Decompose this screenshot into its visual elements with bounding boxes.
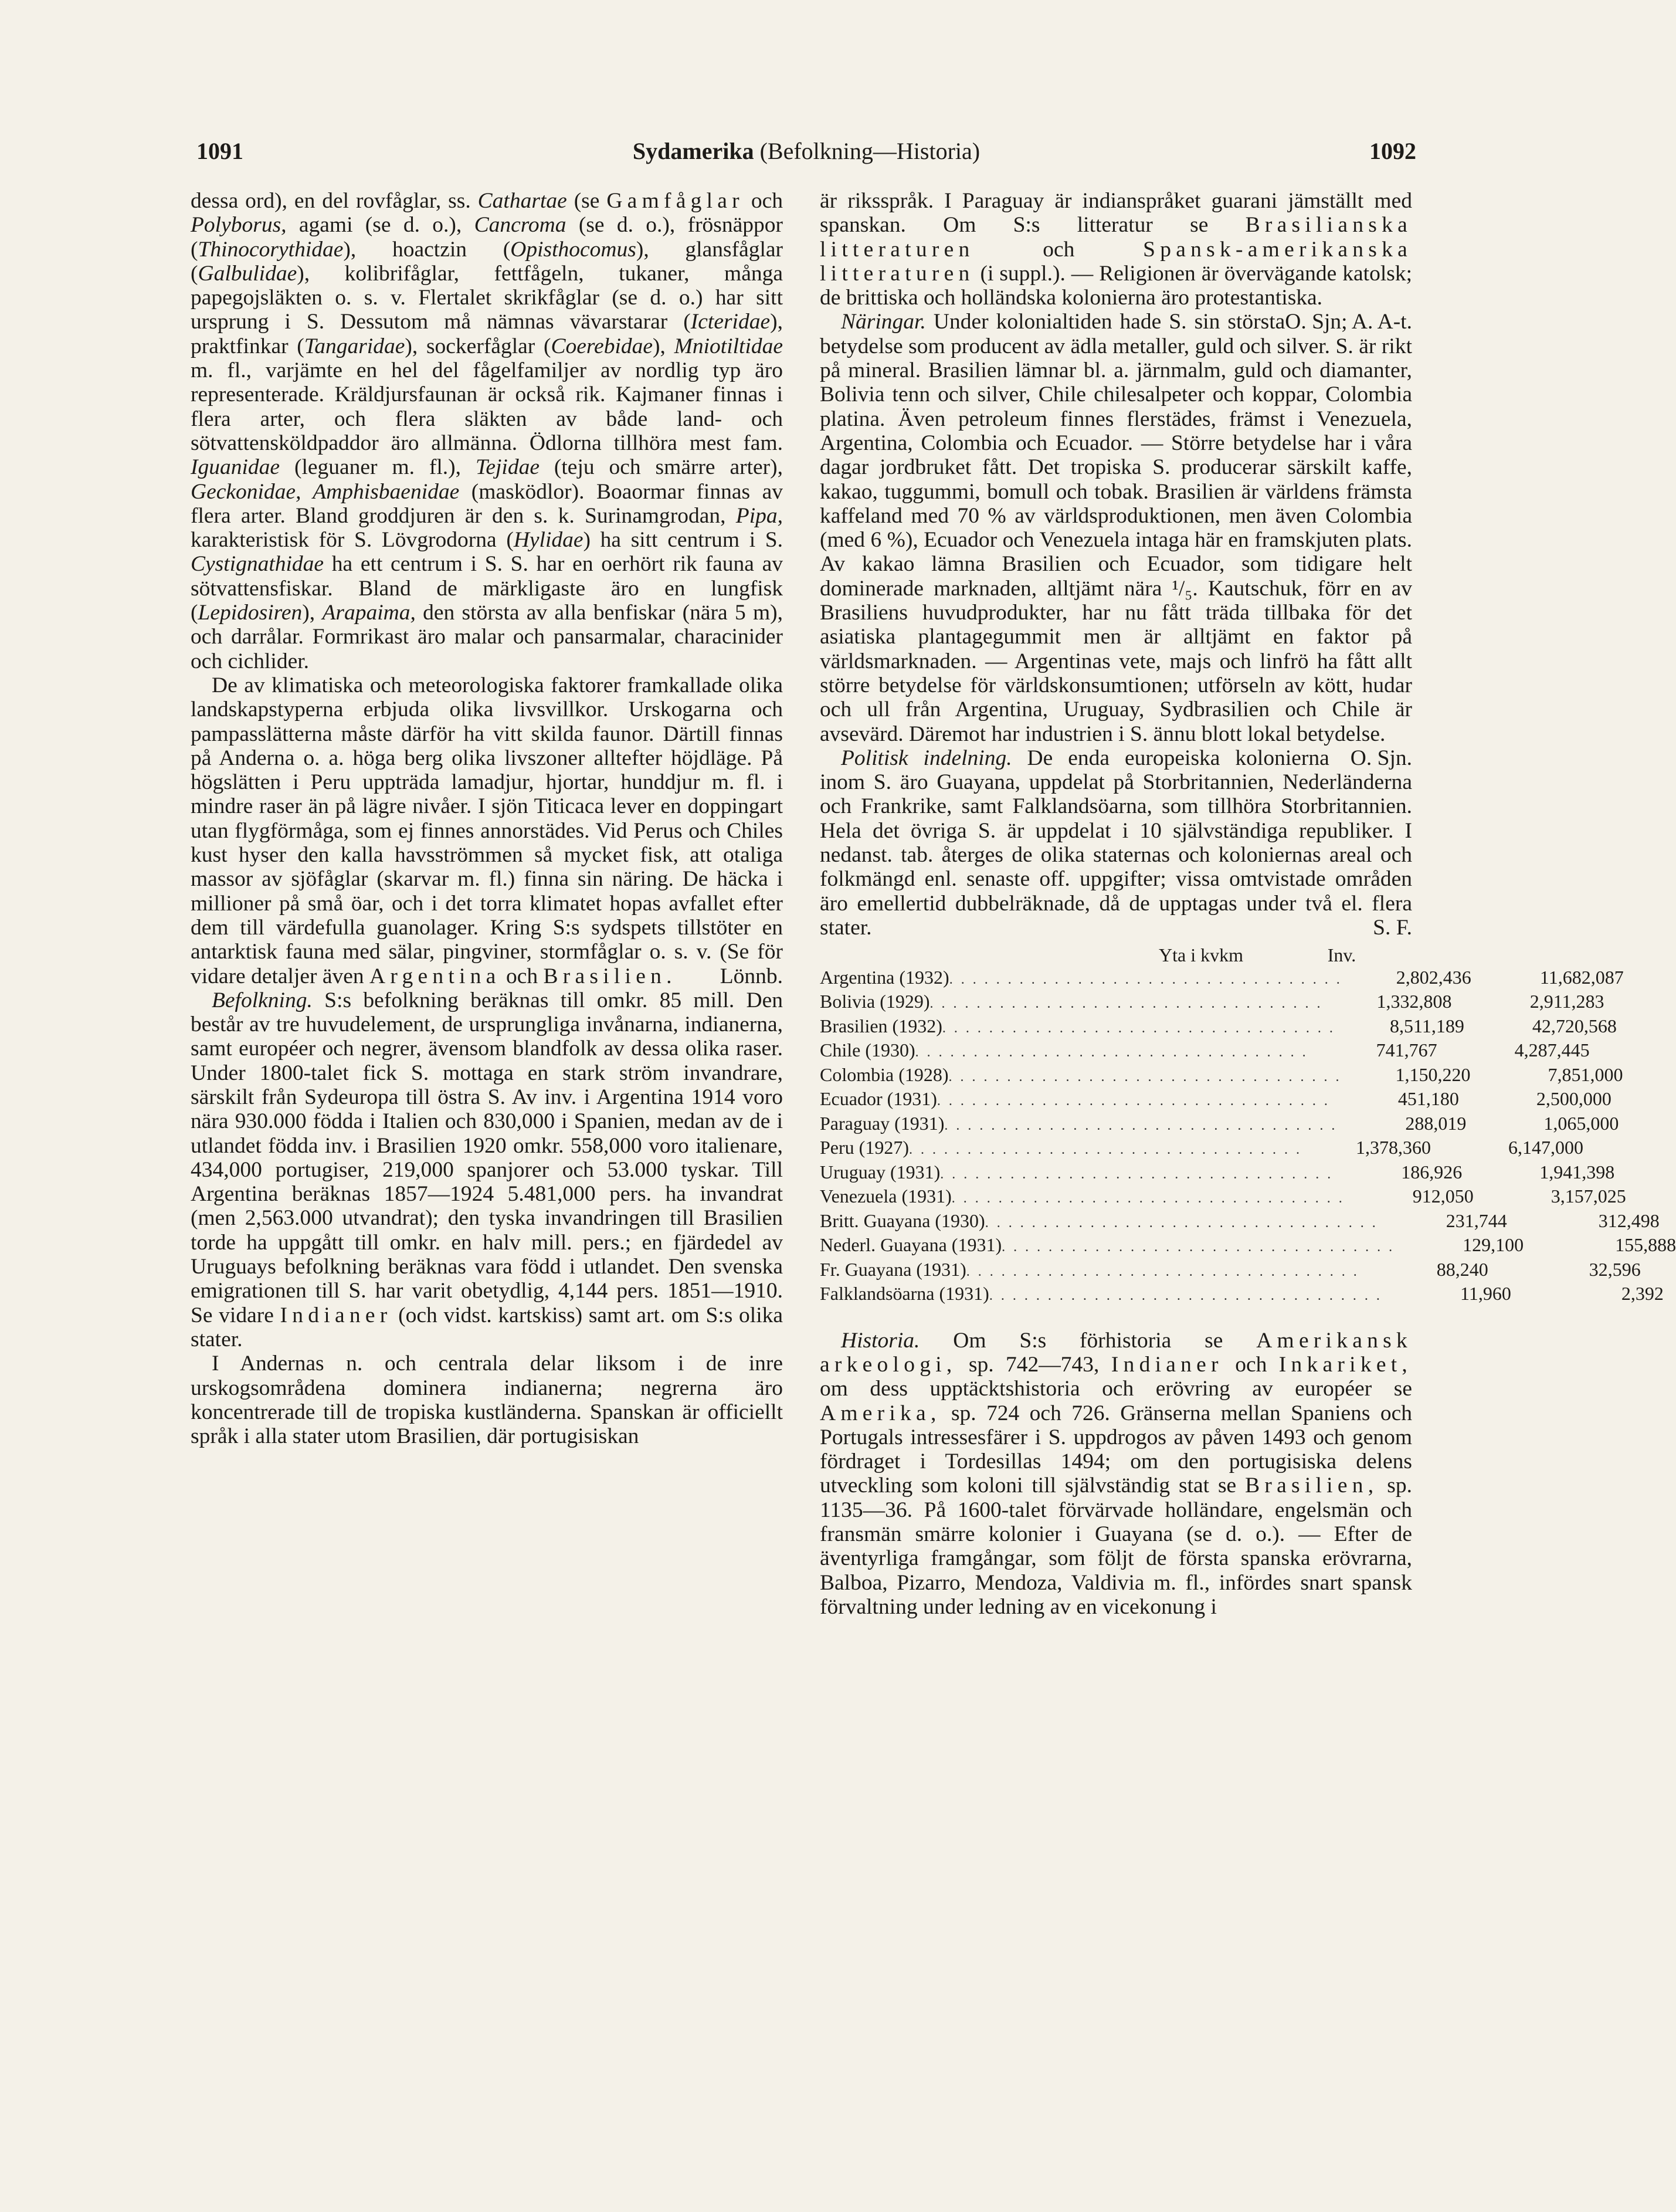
- italic-text: Iguanidae: [191, 455, 280, 480]
- table-row: [820, 1234, 1676, 1259]
- text-run: ), hoactzin (: [343, 237, 511, 262]
- italic-text: Arapaima,: [322, 601, 416, 625]
- italic-text: Befolkning.: [212, 988, 313, 1012]
- text-run: Inkariket,: [1278, 1353, 1413, 1377]
- text-run: sp. 724 och 726. Gränserna mellan Spaniens och Portugals intressesfärer i S. uppdrogos av påven 1493 och genom fördraget i Tordesillas 1494; om den portugisiska delens utveckling som koloni till självständig stat se: [820, 1401, 1412, 1498]
- text-run: Gamfåglar: [606, 189, 744, 213]
- table-row: [820, 1015, 1617, 1040]
- table-row: [820, 1063, 1623, 1089]
- text-run: De av klimatiska och meteorologiska faktorer framkallade olika landskapstyperna erbjuda olika livsvillkor. Urskogarna och pampasslätterna måste därför ha vitt skilda faunor. Därtill finnas på Anderna o. a. höga berg olika livszoner alltefter höjdläge. På högslätten i Peru uppträda lamadjur, hjortar, hunddjur m. fl. i mindre raser än på lägre nivåer. I sjön Titicaca lever en doppingart utan flygförmåga, som ej finnes annorstädes. Vid Perus och Chiles kust hyser den kalla havsströmmen så mycket fisk, att otaliga massor av sjöfåglar (skarvar m. fl.) finna sin näring. De häcka i millioner på små öar, och i det torra klimatet hopas avfallet efter dem till värdefulla guanolager. Kring S:s sydspets tillstöter en antarktisk fauna med sälar, pingviner, stormfåglar o. s. v. (Se för vidare detaljer även: [191, 673, 783, 988]
- italic-text: Thinocorythidae: [198, 237, 344, 262]
- text-run: ), praktfinkar (: [191, 310, 783, 358]
- area-cell: 2,802,436: [1396, 966, 1471, 988]
- text-run: ), glansfåglar (: [191, 237, 783, 286]
- italic-text: Pipa,: [735, 503, 783, 528]
- population-cell: 32,596: [1589, 1258, 1641, 1280]
- italic-text: Mniotiltidae: [674, 334, 783, 358]
- text-run: Amerika,: [820, 1401, 941, 1425]
- population-cell: 1,941,398: [1539, 1161, 1615, 1183]
- population-cell: 2,500,000: [1536, 1088, 1611, 1110]
- text-run: (se: [574, 189, 600, 213]
- text-run: (och vidst. kartskiss) samt art. om S:s olika stater.: [191, 1303, 783, 1351]
- left-column: [191, 189, 783, 1448]
- text-run: är riksspråk. I Paraguay är indianspråket guarani jämställt med spanskan. Om S:s litteratur se: [820, 189, 1412, 238]
- table-row: [820, 1039, 1590, 1064]
- text-run: ha ett centrum i S. S. har en oerhört rik fauna av sötvattensfiskar. Bland de märkligaste äro en lungfisk (: [191, 552, 783, 625]
- italic-text: Icteridae: [690, 310, 771, 334]
- text-run: ) ha sitt centrum i S.: [583, 528, 783, 553]
- table-row: [820, 1283, 1664, 1307]
- area-cell: 8,511,189: [1390, 1015, 1464, 1036]
- italic-text: Cancroma: [474, 213, 566, 238]
- table-row: [820, 1258, 1641, 1283]
- country-cell: Venezuela (1931): [820, 1185, 952, 1207]
- area-cell: 11,960: [1460, 1283, 1511, 1305]
- leader-dots: . . . . . . . . . . . . . . . . . . . . . . . . . . . . . . . . . .: [989, 1288, 1382, 1304]
- area-cell: 1,332,808: [1376, 991, 1452, 1012]
- table-row: [820, 966, 1624, 991]
- population-cell: 4,287,445: [1514, 1039, 1590, 1061]
- text-run: (teju och smärre arter),: [554, 455, 783, 480]
- text-run: I Andernas n. och centrala delar liksom i de inre urskogsområdena dominera indianerna; negrerna äro koncentrerade till de tropiska kustländerna. Spanskan är officiellt språk i alla stater utom Brasilien, där portugisiskan: [191, 1351, 783, 1449]
- table-row: [820, 991, 1604, 1015]
- text-run: Under kolonialtiden hade S. sin största betydelse som producent av ädla metaller, guld och silver. S. är rikt på mineral. Brasilien lämnar bl. a. järnmalm, guld och diamanter, Bolivia tenn och silver, Chile chilesalpeter och koppar, Colombia platina. Även petroleum finnes flerstädes, främst i Venezuela, Argentina, Colombia och Ecuador. — Större betydelse har i våra dagar jordbruket fått. Det tropiska S. producerar särskilt kaffe, kakao, tuggummi, bomull och tobak. Brasilien är världens främsta kaffeland med 70 % av världsproduktionen, men även Colombia (med 6 %), Ecuador och Venezuela intaga här en framskjuten plats. Av kakao lämna Brasilien och Ecuador, som tidigare helt dominerade marknaden, alltjämt nära: [820, 310, 1412, 601]
- area-cell: 88,240: [1436, 1258, 1488, 1280]
- text-run: sp. 1135—36. På 1600-talet förvärvade holländare, engelsmän och fransmän smärre kolonier i Guayana (se d. o.). — Efter de äventyrliga framgångar, som följt de första spanska erövrarna, Balboa, Pizarro, Mendoza, Valdivia m. fl., infördes snart spansk förvaltning under ledning av en vicekonung i: [820, 1473, 1412, 1619]
- area-cell: 129,100: [1463, 1234, 1524, 1256]
- text-run: Argentina: [369, 964, 501, 988]
- leader-dots: . . . . . . . . . . . . . . . . . . . . . . . . . . . . . . . . . .: [966, 1263, 1359, 1279]
- column-header-population: Inv.: [1327, 944, 1356, 966]
- text-run: (se d. o.), frösnäppor (: [191, 213, 783, 262]
- text-run: och: [1043, 237, 1075, 262]
- italic-text: Geckonidae, Amphisbaenidae: [191, 479, 460, 504]
- italic-text: Lepidosiren: [198, 601, 303, 625]
- leader-dots: . . . . . . . . . . . . . . . . . . . . . . . . . . . . . . . . . .: [942, 1020, 1335, 1036]
- text-run: (leguaner m. fl.),: [294, 455, 462, 480]
- text-run: m. fl., varjämte en hel del fågelfamiljer av nordlig typ äro representerade. Kräldjursfaunan är också rik. Kajmaner finnas i flera arter, och flera släkten av både land- och sötvattensköldpaddor äro allmänna. Ödlorna tillhöra mest fam.: [191, 358, 783, 455]
- paragraph-befolkning: [191, 988, 783, 1351]
- paragraph-landscapes: [191, 673, 783, 988]
- italic-text: Coerebidae: [551, 334, 653, 358]
- population-cell: 1,065,000: [1543, 1112, 1619, 1134]
- text-run: (i suppl.). — Religionen är övervägande katolsk; de brittiska och holländska kolonierna äro protestantiska.: [820, 261, 1413, 310]
- leader-dots: . . . . . . . . . . . . . . . . . . . . . . . . . . . . . . . . . .: [944, 1117, 1338, 1133]
- text-run: ), kolibrifåglar, fettfågeln, tukaner, många papegojsläkten o. s. v. Flertalet skrikfåglar (se d. o.) har sitt ursprung i S. Dessutom må nämnas vävarstarar (: [191, 261, 783, 334]
- text-run: S:s befolkning beräknas till omkr. 85 mill. Den består av tre huvudelement, de ursprungliga invånarna, indianerna, samt européer och negrer, ävensom blandfolk av dessa olika raser. Under 1800-talet fick S. mottaga en stark ström invandrare, särskilt från Sydeuropa till östra S. Av inv. i Argentina 1914 voro nära 930.000 födda i Italien och 830,000 i Spanien, medan av de i utlandet födda inv. i Brasilien 1920 omkr. 558,000 voro italienare, 434,000 portugiser, 219,000 spanjorer och 53.000 tyskar. Till Argentina beräknas 1857—1924 5.481,000 pers. ha invandrat (men 2,563.000 utvandrat); den tyska invandringen till Brasilien torde ha uppgått till omkr. en halv mill. pers.; en fjärdedel av Uruguays befolkning beräknas vara född i utlandet. Den svenska emigrationen till S. har varit obetydlig, 4,144 pers. 1851—1910. Se vidare: [191, 988, 783, 1327]
- running-header: [196, 137, 1416, 172]
- text-run: Lönnb.: [720, 964, 783, 988]
- country-cell: Brasilien (1932): [820, 1015, 942, 1036]
- country-cell: Uruguay (1931): [820, 1161, 941, 1183]
- column-header-area: Yta i kvkm: [1159, 944, 1243, 966]
- text-run: Indianer: [1111, 1353, 1223, 1377]
- country-cell: Ecuador (1931): [820, 1088, 937, 1110]
- italic-text: Galbulidae: [198, 261, 297, 286]
- table-row: [820, 1112, 1619, 1137]
- text-run: Brasilien,: [1245, 1473, 1379, 1498]
- country-cell: Chile (1930): [820, 1039, 915, 1061]
- population-cell: 3,157,025: [1551, 1185, 1626, 1207]
- italic-text: Tangaridae: [304, 334, 405, 358]
- leader-dots: . . . . . . . . . . . . . . . . . . . . . . . . . . . . . . . . . .: [929, 996, 1323, 1012]
- table-row: [820, 1088, 1611, 1113]
- country-cell: Bolivia (1929): [820, 991, 930, 1012]
- country-cell: Nederl. Guayana (1931): [820, 1234, 1002, 1256]
- italic-text: Näringar.: [841, 310, 926, 334]
- text-run: Amerikansk arkeologi,: [820, 1328, 1412, 1377]
- area-population-table: [820, 944, 1676, 1307]
- header-subtitle: (Befolkning—Historia): [759, 138, 981, 164]
- text-run: S. F.: [1373, 915, 1412, 940]
- text-run: Indianer: [280, 1303, 392, 1327]
- text-run: och: [1235, 1353, 1267, 1377]
- country-cell: Colombia (1928): [820, 1063, 949, 1085]
- area-cell: 1,378,360: [1355, 1137, 1431, 1158]
- leader-dots: . . . . . . . . . . . . . . . . . . . . . . . . . . . . . . . . . .: [908, 1142, 1302, 1158]
- text-run: O. Sjn.: [1350, 746, 1412, 770]
- table-body: [820, 966, 1676, 1307]
- text-run: och: [751, 189, 783, 213]
- text-run: Kautschuk, förr en av Brasiliens huvudprodukter, har nu fått träda tillbaka för det asiatiska plantagegummit men är alltjämt en faktor på världsmarknaden. — Argentinas vete, majs och linfrö ha fått allt större betydelse för världskonsumtionen; utförseln av kött, hudar och ull från Argentina, Uruguay, Sydbrasilien och Chile är avsevärd. Däremot har industrien i S. ännu blott lokal betydelse.: [820, 576, 1413, 746]
- text-run: ), sockerfåglar (: [405, 334, 551, 358]
- country-cell: Paraguay (1931): [820, 1112, 945, 1134]
- text-run: karakteristisk för S. Lövgrodorna (: [191, 528, 514, 553]
- italic-text: Cathartae: [477, 189, 567, 213]
- area-cell: 186,926: [1401, 1161, 1463, 1183]
- area-cell: 451,180: [1397, 1088, 1459, 1110]
- table-row: [820, 1185, 1626, 1210]
- leader-dots: . . . . . . . . . . . . . . . . . . . . . . . . . . . . . . . . . .: [940, 1166, 1334, 1182]
- table-row: [820, 1161, 1615, 1186]
- country-cell: Falklandsöarna (1931): [820, 1283, 989, 1305]
- paragraph-fauna: [191, 189, 783, 673]
- right-column: [820, 189, 1676, 1619]
- text-run: dessa ord), en del rovfåglar, ss.: [191, 189, 471, 213]
- table-row: [820, 1137, 1583, 1161]
- italic-text: Opisthocomus: [510, 237, 636, 262]
- italic-text: Politisk indelning.: [841, 746, 1012, 770]
- text-run: om dess upptäcktshistoria och erövring av européer se: [820, 1377, 1412, 1401]
- italic-text: Hylidae: [513, 528, 583, 553]
- area-cell: 231,744: [1446, 1210, 1507, 1231]
- text-run: ¹/₅.: [1172, 576, 1198, 601]
- population-cell: 7,851,000: [1548, 1063, 1623, 1085]
- text-run: den största av alla benfiskar (nära 5 m), och darrålar. Formrikast äro malar och pansarmalar, characinider och cichlider.: [191, 601, 783, 673]
- country-cell: Peru (1927): [820, 1137, 909, 1158]
- italic-text: Polyborus,: [191, 213, 287, 238]
- italic-text: Tejidae: [475, 455, 540, 480]
- population-cell: 11,682,087: [1539, 966, 1624, 988]
- table-header: [820, 944, 1412, 967]
- paragraph-politisk-indelning: [820, 746, 1412, 940]
- header-title: [196, 137, 1416, 165]
- population-cell: 2,911,283: [1529, 991, 1604, 1012]
- italic-text: Historia.: [841, 1328, 920, 1353]
- population-cell: 42,720,568: [1532, 1015, 1617, 1036]
- italic-text: Cystignathidae: [191, 552, 324, 577]
- country-cell: Britt. Guayana (1930): [820, 1210, 985, 1231]
- paragraph-languages: [191, 1351, 783, 1448]
- leader-dots: . . . . . . . . . . . . . . . . . . . . . . . . . . . . . . . . . .: [937, 1093, 1330, 1109]
- text-run: De enda europeiska kolonierna inom S. äro Guayana, uppdelat på Storbritannien, Nederländerna och Frankrike, samt Falklandsöarna, som tillhöra Storbritannien. Hela det övriga S. är uppdelat i 10 självständiga republiker. I nedanst. tab. återges de olika staternas och koloniernas areal och folkmängd enl. senaste off. uppgifter; vissa omtvistade områden äro emellertid dubbelräknade, då de upptagas under två el. flera stater.: [820, 746, 1412, 940]
- text-run: Brasilien.: [543, 964, 677, 988]
- page-number-left: 1091: [196, 138, 243, 164]
- text-run: agami (se d. o.),: [298, 213, 462, 238]
- page-number-right: 1092: [1369, 138, 1416, 164]
- paragraph-historia: [820, 1329, 1412, 1620]
- header-title-main: Sydamerika: [632, 138, 754, 164]
- leader-dots: . . . . . . . . . . . . . . . . . . . . . . . . . . . . . . . . . .: [915, 1045, 1308, 1061]
- area-cell: 912,050: [1412, 1185, 1474, 1207]
- population-cell: 155,888: [1615, 1234, 1676, 1256]
- country-cell: Argentina (1932): [820, 966, 949, 988]
- text-run: ),: [302, 601, 315, 625]
- leader-dots: . . . . . . . . . . . . . . . . . . . . . . . . . . . . . . . . . .: [951, 1191, 1345, 1207]
- country-cell: Fr. Guayana (1931): [820, 1258, 966, 1280]
- text-run: Brasilianska litteraturen: [820, 213, 1412, 262]
- leader-dots: . . . . . . . . . . . . . . . . . . . . . . . . . . . . . . . . . .: [1002, 1239, 1395, 1255]
- area-cell: 741,767: [1376, 1039, 1437, 1061]
- population-cell: 312,498: [1598, 1210, 1660, 1231]
- area-cell: 1,150,220: [1395, 1063, 1471, 1085]
- leader-dots: . . . . . . . . . . . . . . . . . . . . . . . . . . . . . . . . . .: [985, 1215, 1378, 1231]
- text-run: (masködlor). Boaormar finnas av flera arter. Bland groddjuren är den s. k. Surinamgrodan,: [191, 479, 783, 528]
- population-cell: 2,392: [1621, 1283, 1664, 1305]
- leader-dots: . . . . . . . . . . . . . . . . . . . . . . . . . . . . . . . . . .: [949, 971, 1342, 987]
- leader-dots: . . . . . . . . . . . . . . . . . . . . . . . . . . . . . . . . . .: [948, 1069, 1342, 1085]
- text-run: och: [505, 964, 538, 988]
- area-cell: 288,019: [1405, 1112, 1467, 1134]
- text-run: O. Sjn; A. A-t.: [1285, 310, 1412, 334]
- table-row: [820, 1210, 1660, 1235]
- text-run: sp. 742—743,: [968, 1353, 1100, 1377]
- text-run: Om S:s förhistoria se: [953, 1328, 1223, 1353]
- population-cell: 6,147,000: [1508, 1137, 1583, 1158]
- text-run: ),: [653, 334, 666, 358]
- text-run: Spansk-amerikanska litteraturen: [820, 237, 1412, 286]
